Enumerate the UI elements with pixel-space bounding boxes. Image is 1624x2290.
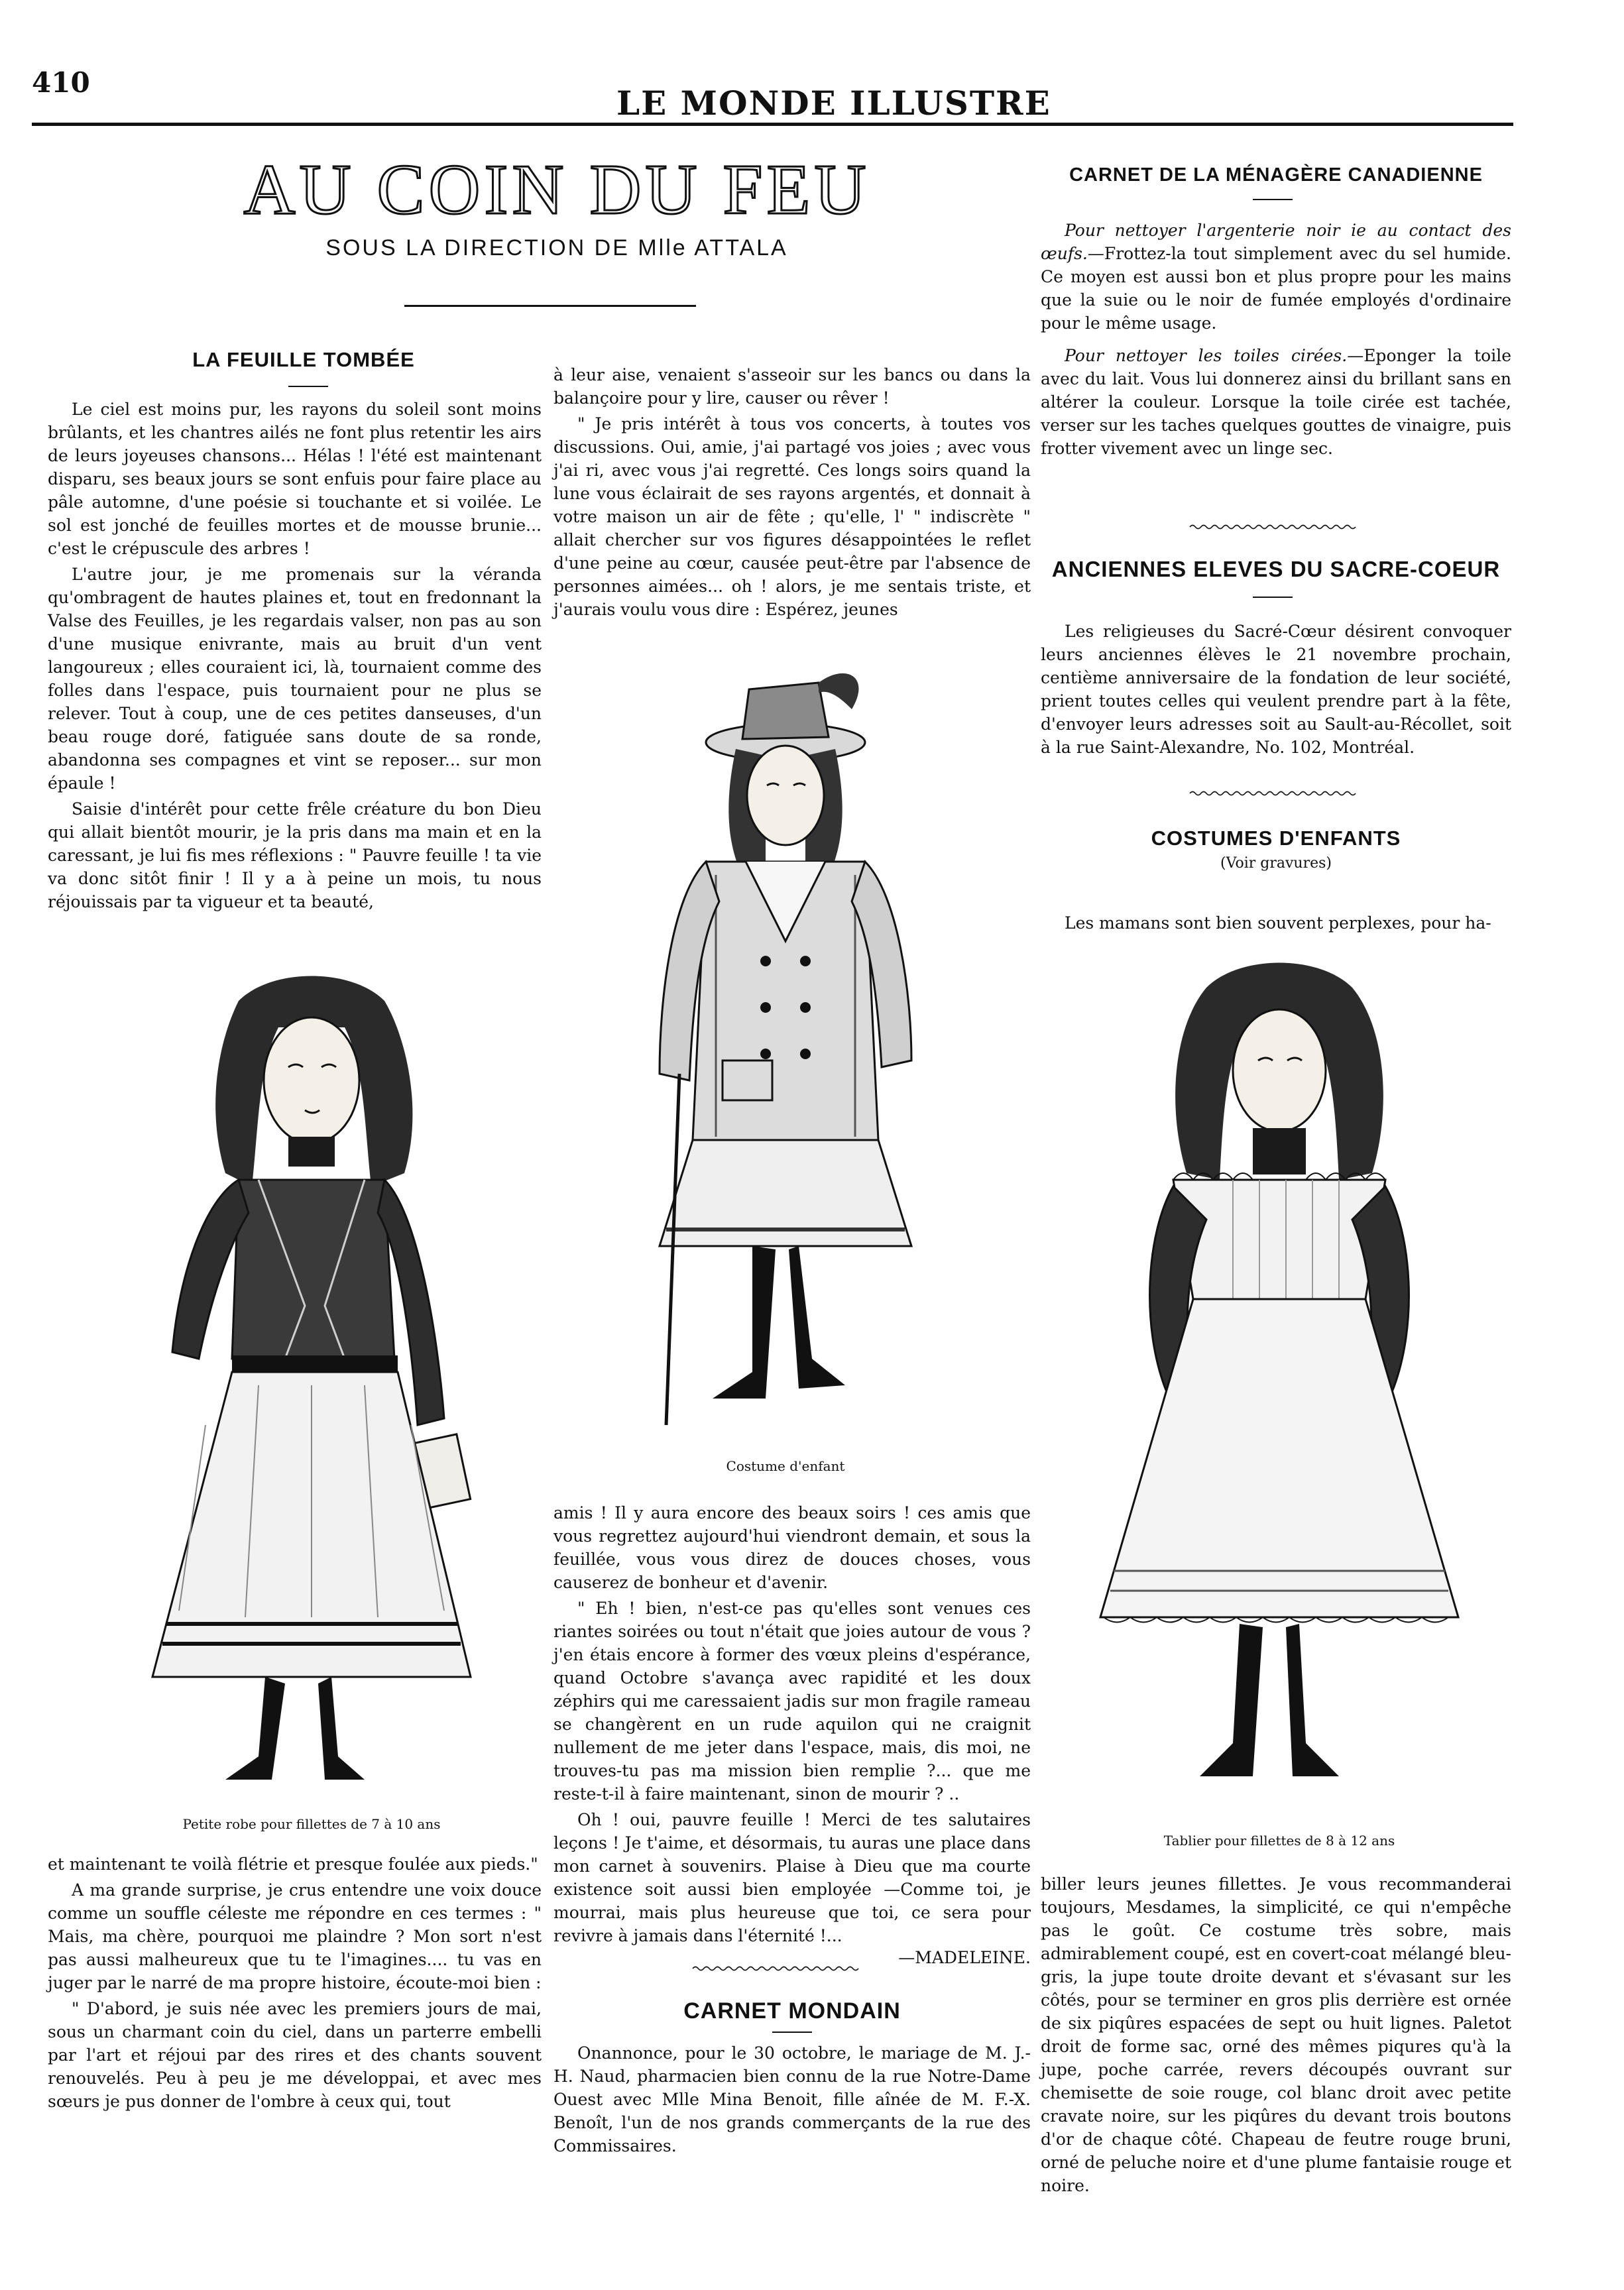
signature: —MADELEINE. [898, 1948, 1031, 1967]
engraving-petite-robe [126, 961, 497, 1783]
divider-wavy [1173, 524, 1372, 530]
paragraph: amis ! Il y aura encore des beaux soirs ! ces amis que vous regrettez aujourd'hui viendront demain, et sous la feuillée, vous vous direz de douces choses, vous causerez de bonheur et d'avenir. [553, 1503, 1031, 1592]
engraving-tablier [1074, 954, 1485, 1783]
title-rule-menagere [1253, 199, 1293, 200]
divider-wavy [1173, 790, 1372, 797]
paragraph: " D'abord, je suis née avec les premiers jours de mai, sous un charmant coin du ciel, dans un parterre embelli par l'art et réjoui par des rires et des chants souvent renouvelés. Peu à peu je me développai, et avec mes sœurs je pus donner de l'ombre à ceux qui, tout [48, 1999, 542, 2111]
costumes-continuation [1041, 1872, 1511, 2200]
carnet-mondain-title: CARNET MONDAIN [683, 1998, 901, 2024]
costumes-title: COSTUMES D'ENFANTS [1151, 827, 1401, 850]
divider-wavy [676, 1965, 875, 1972]
paragraph-body: —Eponger la toile avec du lait. Vous lui donnerez ainsi du brillant sans en altérer la couleur. Lorsque la toile cirée est tachée, verser sur les taches quelques gouttes de vinaigre, puis frotter vivement avec un linge sec. [1041, 346, 1511, 458]
carnet-mondain-text [553, 2041, 1031, 2160]
caption-fig2: Costume d'enfant [726, 1458, 845, 1474]
paragraph: Les mamans sont bien souvent perplexes, pour ha- [1065, 913, 1491, 933]
anciennes-title: ANCIENNES ELEVES DU SACRE-COEUR [1051, 557, 1501, 581]
menagere-title: CARNET DE LA MÉNAGÈRE CANADIENNE [1069, 164, 1483, 186]
paragraph: " Eh ! bien, n'est-ce pas qu'elles sont venues ces riantes soirées ou tout n'était que joies autour de vous ? j'en étais encore à former des vœux pleins d'espérance, quand Octobre s'avança avec rapidité et les doux zéphirs qui me caressaient jadis sur mon fragile rameau se changèrent en un rude aquilon qui ne craignit nullement de me jeter dans l'espace, mais, dis moi, ne trouves-tu pas ma mission bien remplie ?... que me reste-t-il à faire maintenant, sinon de mourir ? .. [553, 1599, 1031, 1803]
section-subtitle: SOUS LA DIRECTION DE Mlle ATTALA [325, 235, 788, 260]
costumes-intro [1041, 911, 1511, 937]
paragraph: Le ciel est moins pur, les rayons du soleil sont moins brûlants, et les chantres ailés ne font plus retentir les airs de leurs joyeuses chansons... Hélas ! l'été est maintenant disparu, ses beaux jours se sont enfuis pour faire place au pâle automne, d'une poésie si touchante et si voilée. Le sol est jonché de feuilles mortes et de mousse brunie... c'est le crépuscule des arbres ! [48, 400, 542, 558]
article-feuille-col2-bottom [553, 1501, 1031, 1972]
paragraph: et maintenant te voilà flétrie et presque foulée aux pieds." [48, 1855, 538, 1874]
article-feuille-col1-bottom [48, 1853, 542, 2116]
title-rule-feuille [288, 386, 328, 387]
anciennes-text [1041, 620, 1511, 762]
paragraph: Oh ! oui, pauvre feuille ! Merci de tes salutaires leçons ! Je t'aime, et désormais, tu auras une place dans mon carnet à souvenirs. Plaise à Dieu que ma courte existence soit aussi bien employée —Comme toi, je mourrai, mais plus heureuse que toi, ce sera pour revivre à jamais dans l'éternité !... [553, 1810, 1031, 1945]
engraving-costume-enfant [600, 663, 971, 1452]
title-rule-mondain [772, 2032, 812, 2033]
paragraph: Onannonce, pour le 30 octobre, le mariage de M. J.-H. Naud, pharmacien bien connu de la rue Notre-Dame Ouest avec Mlle Mina Benoit, fille aînée de M. F.-X. Benoît, l'un de nos grands commerçants de la rue des Commissaires. [553, 2043, 1031, 2155]
paragraph: Les religieuses du Sacré-Cœur désirent convoquer leurs anciennes élèves le 21 novembre prochain, centième anniversaire de la fondation de leur société, prient toutes celles qui veulent prendre part à la fête, d'envoyer leurs adresses soit au Sault-au-Récollet, soit à la rue Saint-Alexandre, No. 102, Montréal. [1041, 622, 1511, 757]
paragraph: à leur aise, venaient s'asseoir sur les bancs ou dans la balançoire pour y lire, causer ou rêver ! [553, 365, 1031, 408]
article-feuille-col1-top [48, 398, 542, 916]
caption-fig3: Tablier pour fillettes de 8 à 12 ans [1163, 1833, 1395, 1849]
paragraph: A ma grande surprise, je crus entendre une voix douce comme un souffle céleste me répondre en ces termes : " Mais, ma chère, pourquoi me plaindre ? Mon sort n'est pas aussi malheureux que tu te l'imagines.... tu vas en juger par le narré de ma propre histoire, écoute-moi bien : [48, 1880, 542, 1992]
page-number: 410 [32, 66, 90, 99]
costumes-subtitle: (Voir gravures) [1220, 855, 1332, 872]
paragraph: L'autre jour, je me promenais sur la véranda qu'ombragent de hautes plaines et, tout en fredonnant la Valse des Feuilles, je les regardais valser, non pas au son d'une musique enivrante, mais au bruit d'un vent langoureux ; elles couraient ici, là, tournaient comme des folles dans l'espace, puis tournaient pour ne plus se relever. Tout à coup, une de ces petites danseuses, d'un beau rouge doré, fatiguée sans doute de sa ronde, abandonna ses compagnes et vint se reposer... sur mon épaule ! [48, 565, 542, 793]
menagere-text [1041, 219, 1511, 463]
section-rule [404, 305, 696, 307]
paragraph: Saisie d'intérêt pour cette frêle créature du bon Dieu qui allait bientôt mourir, je la pris dans ma main et en la caressant, je lui fis mes réflexions : " Pauvre feuille ! ta vie va donc sitôt finir ! Il y a à peine un mois, tu nous réjouissais par ta vigueur et ta beauté, [48, 799, 542, 911]
paragraph-body: —Frottez-la tout simplement avec du sel humide. Ce moyen est aussi bon et plus propre pour les mains que la suie ou le noir de fumée employés d'ordinaire pour le même usage. [1041, 244, 1511, 333]
journal-title: LE MONDE ILLUSTRE [616, 84, 1051, 123]
italic-lead: Pour nettoyer les toiles cirées. [1065, 346, 1348, 365]
article-feuille-col2-top [553, 363, 1031, 624]
section-title: AU COIN DU FEU [243, 150, 870, 229]
paragraph [1041, 344, 1511, 460]
caption-fig1: Petite robe pour fillettes de 7 à 10 ans [182, 1816, 441, 1832]
italic-lead: Pour nettoyer l'argenterie noir ie au contact des œufs. [1041, 221, 1511, 263]
masthead-rule [32, 123, 1513, 126]
article-title-feuille: LA FEUILLE TOMBÉE [192, 348, 415, 371]
paragraph: biller leurs jeunes fillettes. Je vous recommanderai toujours, Mesdames, la simplicité, ce qui n'empêche pas le goût. Ce costume très sobre, mais admirablement coupé, est en covert-coat mélangé bleu-gris, la jupe toute droite devant et s'évasant sur les côtés, pour se terminer en gros plis derrière est ornée de six piqûres espacées de sept ou huit lignes. Paletot droit de forme sac, orné des mêmes piqures qu'à la jupe, poche carrée, revers découpés ouvrant sur chemisette de soie rouge, col blanc droit avec petite cravate noire, sur les piqûres du devant trois boutons d'or de chaque côté. Chapeau de feutre rouge bruni, orné de peluche noire et d'une plume fantaisie rouge et noire. [1041, 1874, 1511, 2195]
paragraph [1041, 219, 1511, 335]
paragraph: " Je pris intérêt à tous vos concerts, à toutes vos discussions. Oui, amie, j'ai partagé vos joies ; avec vous j'ai ri, avec vous j'ai regretté. Ces longs soirs quand la lune vous éclairait de ses rayons argentés, et donnait à votre maison un air de fête ; qu'elle, l' " indiscrète " allait chercher sur vos figures désappointées le reflet d'une peine au cœur, causée peut-être par l'absence de personnes aimées... oh ! alors, je me sentais triste, et j'aurais voulu vous dire : Espérez, jeunes [553, 414, 1031, 619]
title-rule-anciennes [1253, 597, 1293, 598]
